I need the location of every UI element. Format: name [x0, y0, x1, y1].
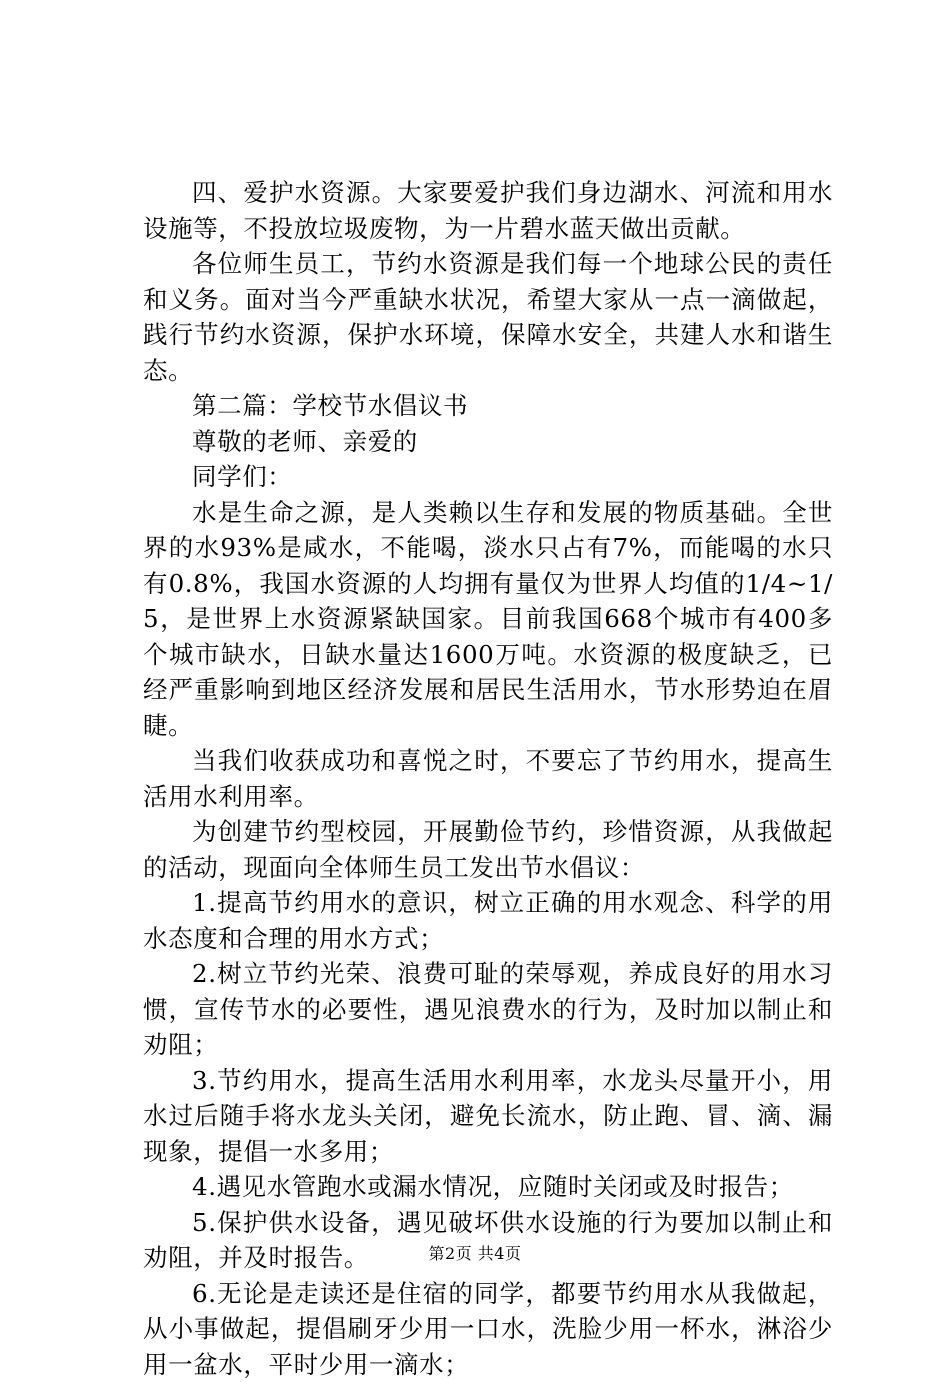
- document-body: [143, 175, 833, 1382]
- list-item-2: 2.树立节约光荣、浪费可耻的荣辱观，养成良好的用水习惯，宣传节水的必要性，遇见浪费水的行为，及时加以制止和劝阻；: [143, 956, 833, 1063]
- list-item-3: 3.节约用水，提高生活用水利用率，水龙头尽量开小，用水过后随手将水龙头关闭，避免长流水，防止跑、冒、滴、漏现象，提倡一水多用；: [143, 1063, 833, 1170]
- list-item-1: 1.提高节约用水的意识，树立正确的用水观念、科学的用水态度和合理的用水方式；: [143, 885, 833, 956]
- paragraph-initiative-intro: 为创建节约型校园，开展勤俭节约，珍惜资源，从我做起的活动，现面向全体师生员工发出节水倡议：: [143, 814, 833, 885]
- salutation-line-1: 尊敬的老师、亲爱的: [143, 424, 833, 460]
- paragraph-reminder: 当我们收获成功和喜悦之时，不要忘了节约用水，提高生活用水利用率。: [143, 743, 833, 814]
- paragraph-water-facts: 水是生命之源，是人类赖以生存和发展的物质基础。全世界的水93%是咸水，不能喝，淡水只占有7%，而能喝的水只有0.8%，我国水资源的人均拥有量仅为世界人均值的1/4~1/5，是世界上水资源紧缺国家。目前我国668个城市有400多个城市缺水，日缺水量达1600万吨。水资源的极度缺乏，已经严重影响到地区经济发展和居民生活用水，节水形势迫在眉睫。: [143, 495, 833, 744]
- salutation-line-2: 同学们：: [143, 459, 833, 495]
- list-item-4: 4.遇见水管跑水或漏水情况，应随时关闭或及时报告；: [143, 1169, 833, 1205]
- list-item-6: 6.无论是走读还是住宿的同学，都要节约用水从我做起，从小事做起，提倡刷牙少用一口水，洗脸少用一杯水，淋浴少用一盆水，平时少用一滴水；: [143, 1276, 833, 1382]
- list-item-5: 5.保护供水设备，遇见破坏供水设施的行为要加以制止和劝阻，并及时报告。: [143, 1205, 833, 1276]
- paragraph-responsibility: 各位师生员工，节约水资源是我们每一个地球公民的责任和义务。面对当今严重缺水状况，希望大家从一点一滴做起，践行节约水资源，保护水环境，保障水安全，共建人水和谐生态。: [143, 246, 833, 388]
- paragraph-protect-water: 四、爱护水资源。大家要爱护我们身边湖水、河流和用水设施等，不投放垃圾废物，为一片碧水蓝天做出贡献。: [143, 175, 833, 246]
- page-number-footer: 第2页 共4页: [0, 1244, 950, 1264]
- section-heading: 第二篇：学校节水倡议书: [143, 388, 833, 424]
